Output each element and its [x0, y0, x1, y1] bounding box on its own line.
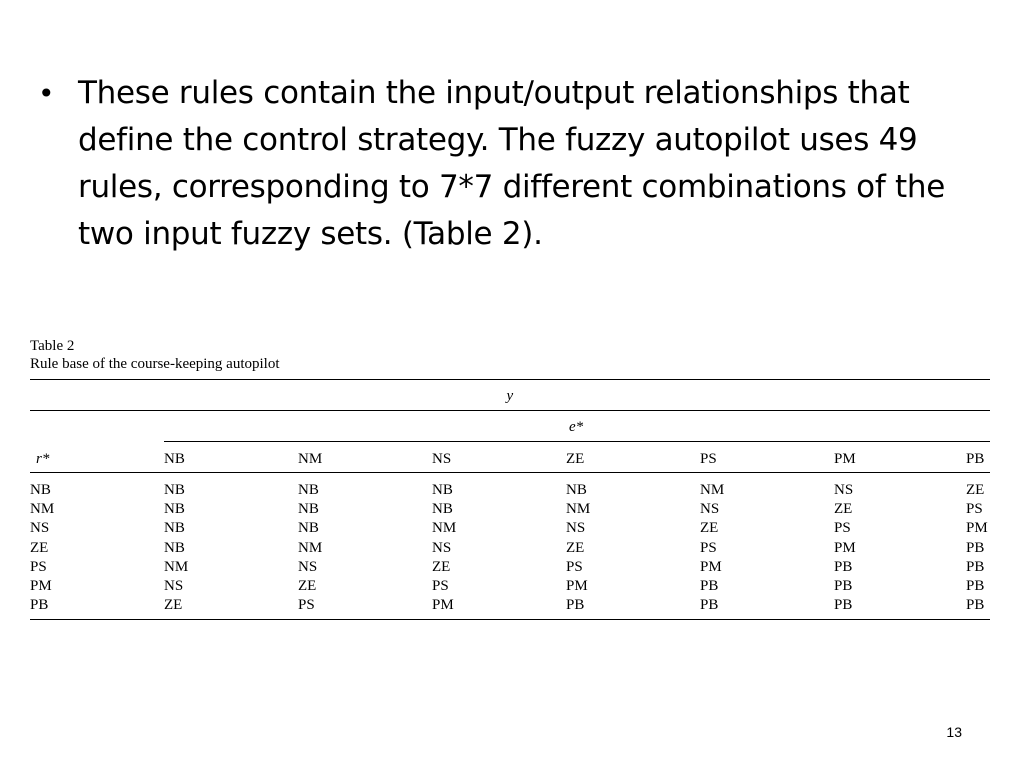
table-cell: ZE [432, 558, 451, 575]
table-cell: NS [834, 482, 854, 498]
table-cell: ZE [834, 501, 853, 518]
table-cell: PB [834, 578, 853, 594]
table-label: Table 2 [30, 338, 75, 354]
row-header: NM [30, 501, 55, 518]
table-cell: PS [966, 501, 983, 518]
table-cell: NB [164, 501, 185, 518]
table-cell: NB [566, 482, 587, 498]
table-cell: NS [566, 520, 586, 537]
output-header-rule [30, 410, 990, 411]
table-cell: PB [834, 558, 853, 575]
table-cell: ZE [700, 520, 719, 537]
table-cell: PB [566, 597, 585, 614]
table-caption: Rule base of the course-keeping autopilot [30, 356, 280, 372]
row-header: PB [30, 597, 49, 614]
row-header: ZE [30, 539, 49, 556]
table-cell: NB [432, 482, 453, 498]
table-cell: PB [966, 578, 985, 594]
table-cell: PB [834, 597, 853, 614]
column-header: NS [432, 451, 452, 467]
column-group-header: e* [569, 419, 584, 435]
table-bottom-rule [30, 619, 990, 620]
table-cell: PS [432, 578, 449, 594]
column-group-rule [164, 441, 990, 442]
table-cell: PM [432, 597, 454, 614]
page-number: 13 [946, 724, 962, 740]
table-cell: NS [432, 539, 452, 556]
table-cell: NS [700, 501, 720, 518]
output-header: y [506, 388, 514, 404]
table-cell: PM [966, 520, 988, 537]
table-cell: NS [164, 578, 184, 594]
table-cell: PB [966, 558, 985, 575]
row-header: PS [30, 558, 47, 575]
table-cell: NB [164, 482, 185, 498]
table-cell: PS [834, 520, 851, 537]
column-header: PM [834, 451, 856, 467]
table-cell: PM [566, 578, 588, 594]
table-cell: NM [432, 520, 457, 537]
table-cell: NB [432, 501, 453, 518]
bullet-point [38, 70, 988, 258]
table-cell: PB [966, 539, 985, 556]
row-group-header: r* [36, 451, 50, 467]
column-header: NB [164, 451, 185, 467]
table-cell: NS [298, 558, 318, 575]
table-cell: PM [834, 539, 856, 556]
table-cell: ZE [966, 482, 985, 498]
table-cell: NM [164, 558, 189, 575]
column-header: ZE [566, 451, 585, 467]
row-header: NS [30, 520, 50, 537]
table-cell: NM [700, 482, 725, 498]
column-header: NM [298, 451, 323, 467]
row-header: NB [30, 482, 51, 498]
table-cell: PS [700, 539, 717, 556]
table-top-rule [30, 379, 990, 380]
table-cell: NB [298, 501, 319, 518]
table-cell: ZE [164, 597, 183, 614]
table-cell: NM [566, 501, 591, 518]
table-cell: PS [298, 597, 315, 614]
row-header: PM [30, 578, 52, 594]
table-cell: PS [566, 558, 583, 575]
table-cell: PM [700, 558, 722, 575]
header-bottom-rule [30, 472, 990, 473]
table-cell: NM [298, 539, 323, 556]
table-cell: NB [298, 520, 319, 537]
table-cell: PB [700, 578, 719, 594]
table-cell: PB [966, 597, 985, 614]
rule-base-table [30, 337, 990, 614]
column-header: PB [966, 451, 985, 467]
table-cell: NB [298, 482, 319, 498]
table-cell: ZE [298, 578, 317, 594]
table-cell: NB [164, 539, 185, 556]
table-cell: PB [700, 597, 719, 614]
table-cell: NB [164, 520, 185, 537]
bullet-text: These rules contain the input/output relationships that define the control strategy. The fuzzy autopilot uses 49 rules, corresponding to 7*7 different combinations of the two input fuzzy sets. (Table 2). [78, 75, 945, 252]
column-header: PS [700, 451, 717, 467]
bullet-marker: • [38, 77, 55, 110]
table-cell: ZE [566, 539, 585, 556]
